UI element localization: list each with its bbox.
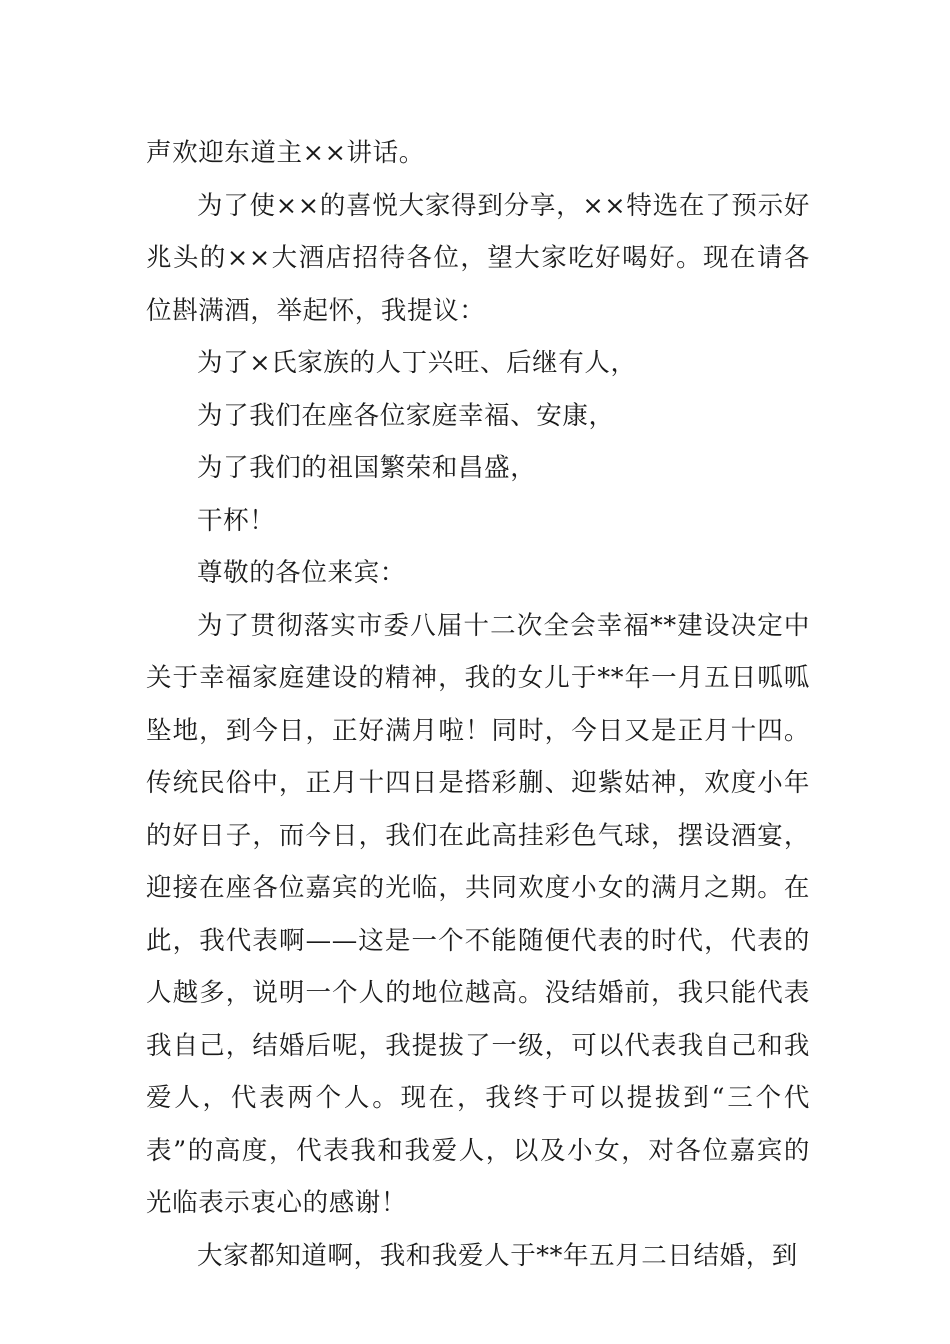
paragraph-continuation: 声欢迎东道主××讲话。 — [146, 138, 425, 168]
document-body — [146, 127, 810, 1282]
toast-cheers: 干杯！ — [197, 505, 276, 536]
paragraph-full-moon-speech: 为了贯彻落实市委八届十二次全会幸福**建设决定中关于幸福家庭建设的精神，我的女儿于**年一月五日呱呱坠地，到今日，正好满月啦！同时，今日又是正月十四。传统民俗中，正月十四日是搭彩蒯、迎紫姑神，欢度小年的好日子，而今日，我们在此高挂彩色气球，摆设酒宴，迎接在座各位嘉宾的光临，共同欢度小女的满月之期。在此，我代表啊——这是一个不能随便代表的时代，代表的人越多，说明一个人的地位越高。没结婚前，我只能代表我自己，结婚后呢，我提拔了一级，可以代表我自己和我爱人，代表两个人。现在，我终于可以提拔到“三个代表”的高度，代表我和我爱人，以及小女，对各位嘉宾的光临表示衷心的感谢！ — [146, 610, 810, 1218]
toast-line-family: 为了×氏家族的人丁兴旺、后继有人， — [197, 348, 637, 378]
toast-line-country: 为了我们的祖国繁荣和昌盛， — [197, 453, 537, 483]
toast-line-guests: 为了我们在座各位家庭幸福、安康， — [197, 400, 615, 431]
paragraph-marriage: 大家都知道啊，我和我爱人于**年五月二日结婚，到 — [197, 1240, 798, 1271]
salutation: 尊敬的各位来宾： — [197, 558, 406, 588]
paragraph-hospitality: 为了使××的喜悦大家得到分享，××特选在了预示好兆头的××大酒店招待各位，望大家吃好喝好。现在请各位斟满酒，举起怀，我提议： — [146, 190, 810, 326]
